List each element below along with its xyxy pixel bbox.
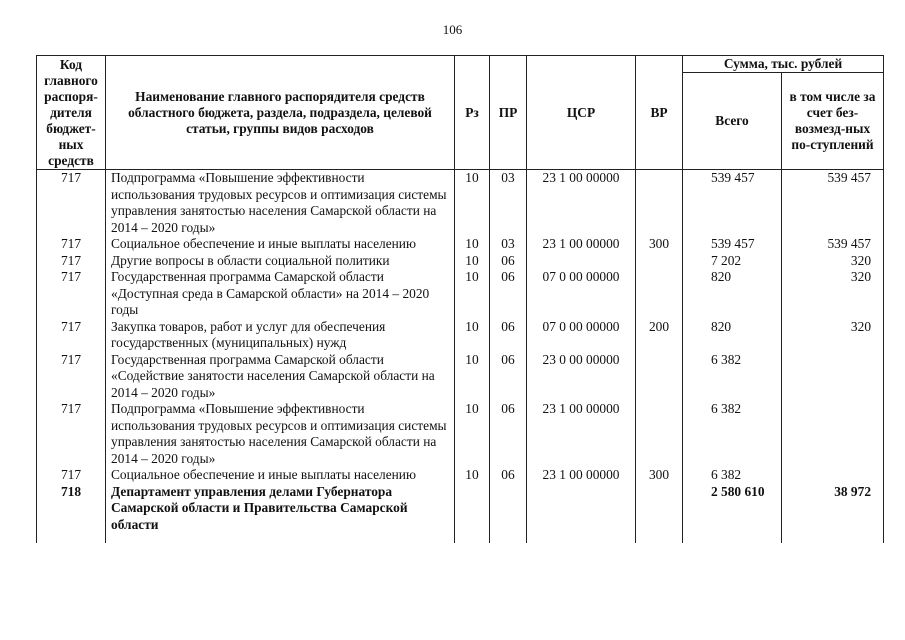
cell-csr bbox=[527, 253, 636, 270]
cell-name: Другие вопросы в области социальной политики bbox=[106, 253, 455, 270]
cell-rz: 10 bbox=[455, 253, 490, 270]
cell-pr: 06 bbox=[490, 253, 527, 270]
cell-vr bbox=[636, 352, 683, 402]
budget-table bbox=[36, 55, 884, 543]
table-row bbox=[37, 484, 884, 544]
table-row bbox=[37, 269, 884, 319]
cell-free: 320 bbox=[782, 319, 884, 352]
cell-csr: 23 1 00 00000 bbox=[527, 170, 636, 237]
cell-total: 820 bbox=[683, 269, 782, 319]
cell-vr bbox=[636, 401, 683, 467]
cell-vr: 300 bbox=[636, 467, 683, 484]
cell-rz: 10 bbox=[455, 269, 490, 319]
cell-pr: 06 bbox=[490, 401, 527, 467]
cell-rz: 10 bbox=[455, 467, 490, 484]
cell-total: 6 382 bbox=[683, 401, 782, 467]
table-row bbox=[37, 253, 884, 270]
cell-total: 6 382 bbox=[683, 352, 782, 402]
cell-rz: 10 bbox=[455, 401, 490, 467]
cell-total: 6 382 bbox=[683, 467, 782, 484]
cell-name: Государственная программа Самарской области «Доступная среда в Самарской области» на 2014 – 2020 годы bbox=[106, 269, 455, 319]
cell-free bbox=[782, 467, 884, 484]
cell-pr: 03 bbox=[490, 236, 527, 253]
cell-name: Закупка товаров, работ и услуг для обеспечения государственных (муниципальных) нужд bbox=[106, 319, 455, 352]
table-row bbox=[37, 236, 884, 253]
cell-free: 320 bbox=[782, 253, 884, 270]
cell-vr: 300 bbox=[636, 236, 683, 253]
cell-csr: 07 0 00 00000 bbox=[527, 269, 636, 319]
header-csr: ЦСР bbox=[527, 56, 636, 170]
cell-name: Социальное обеспечение и иные выплаты населению bbox=[106, 467, 455, 484]
table-row bbox=[37, 319, 884, 352]
cell-total: 820 bbox=[683, 319, 782, 352]
cell-rz: 10 bbox=[455, 236, 490, 253]
cell-code: 717 bbox=[37, 253, 106, 270]
cell-code: 717 bbox=[37, 319, 106, 352]
cell-rz: 10 bbox=[455, 319, 490, 352]
header-rz: Рз bbox=[455, 56, 490, 170]
page-number: 106 bbox=[442, 22, 463, 37]
cell-pr: 06 bbox=[490, 269, 527, 319]
cell-free bbox=[782, 401, 884, 467]
cell-code: 717 bbox=[37, 170, 106, 237]
cell-free: 539 457 bbox=[782, 236, 884, 253]
header-free: в том числе за счет без-возмезд-ных по-ступлений bbox=[782, 73, 884, 170]
cell-name: Подпрограмма «Повышение эффективности использования трудовых ресурсов и оптимизация системы управления занятостью населения Самарской области на 2014 – 2020 годы» bbox=[106, 401, 455, 467]
cell-free: 539 457 bbox=[782, 170, 884, 237]
cell-vr: 200 bbox=[636, 319, 683, 352]
table-row bbox=[37, 467, 884, 484]
cell-code: 717 bbox=[37, 352, 106, 402]
header-code: Код главного распоря-дителя бюджет-ных средств bbox=[37, 56, 106, 170]
cell-pr: 06 bbox=[490, 467, 527, 484]
table-header bbox=[37, 56, 884, 170]
table-row bbox=[37, 401, 884, 467]
header-name: Наименование главного распорядителя средств областного бюджета, раздела, подраздела, целевой статьи, группы видов расходов bbox=[106, 56, 455, 170]
cell-total: 539 457 bbox=[683, 170, 782, 237]
header-vr: ВР bbox=[636, 56, 683, 170]
cell-name: Социальное обеспечение и иные выплаты населению bbox=[106, 236, 455, 253]
header-pr: ПР bbox=[490, 56, 527, 170]
cell-csr bbox=[527, 484, 636, 544]
cell-code: 717 bbox=[37, 236, 106, 253]
cell-name: Подпрограмма «Повышение эффективности использования трудовых ресурсов и оптимизация системы управления занятостью населения Самарской области на 2014 – 2020 годы» bbox=[106, 170, 455, 237]
cell-csr: 23 1 00 00000 bbox=[527, 236, 636, 253]
cell-csr: 23 1 00 00000 bbox=[527, 467, 636, 484]
table-row bbox=[37, 170, 884, 237]
cell-pr: 03 bbox=[490, 170, 527, 237]
cell-vr bbox=[636, 170, 683, 237]
cell-total: 7 202 bbox=[683, 253, 782, 270]
cell-code: 717 bbox=[37, 401, 106, 467]
header-total: Всего bbox=[683, 73, 782, 170]
table-body bbox=[37, 170, 884, 544]
cell-code: 717 bbox=[37, 467, 106, 484]
cell-rz: 10 bbox=[455, 170, 490, 237]
cell-free bbox=[782, 352, 884, 402]
table-row bbox=[37, 352, 884, 402]
cell-rz: 10 bbox=[455, 352, 490, 402]
cell-vr bbox=[636, 269, 683, 319]
cell-code: 718 bbox=[37, 484, 106, 544]
cell-rz bbox=[455, 484, 490, 544]
cell-pr: 06 bbox=[490, 319, 527, 352]
cell-name: Государственная программа Самарской области «Содействие занятости населения Самарской области на 2014 – 2020 годы» bbox=[106, 352, 455, 402]
cell-total: 2 580 610 bbox=[683, 484, 782, 544]
cell-name: Департамент управления делами Губернатора Самарской области и Правительства Самарской области bbox=[106, 484, 455, 544]
cell-csr: 23 1 00 00000 bbox=[527, 401, 636, 467]
cell-csr: 23 0 00 00000 bbox=[527, 352, 636, 402]
cell-csr: 07 0 00 00000 bbox=[527, 319, 636, 352]
header-sum: Сумма, тыс. рублей bbox=[683, 56, 884, 73]
cell-free: 38 972 bbox=[782, 484, 884, 544]
cell-pr: 06 bbox=[490, 352, 527, 402]
cell-code: 717 bbox=[37, 269, 106, 319]
cell-pr bbox=[490, 484, 527, 544]
cell-vr bbox=[636, 484, 683, 544]
cell-total: 539 457 bbox=[683, 236, 782, 253]
cell-vr bbox=[636, 253, 683, 270]
cell-free: 320 bbox=[782, 269, 884, 319]
